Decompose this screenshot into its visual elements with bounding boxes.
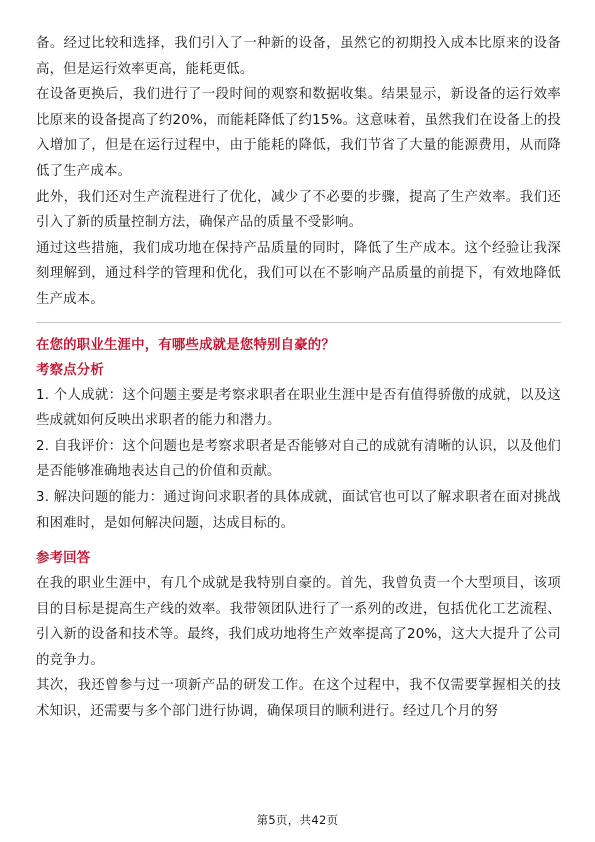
analysis-item: 3. 解决问题的能力：通过询问求职者的具体成就，面试官也可以了解求职者在面对挑战和困难时，是如何解决问题，达成目标的。: [36, 489, 561, 531]
analysis-item: 1. 个人成就：这个问题主要是考察求职者在职业生涯中是否有值得骄傲的成就，以及这些成就如何反映出求职者的能力和潜力。: [36, 387, 561, 429]
page-content: [36, 31, 561, 725]
reference-answer-paragraph: 在我的职业生涯中，有几个成就是我特别自豪的。首先，我曾负责一个大型项目，该项目的目标是提高生产线的效率。我带领团队进行了一系列的改进，包括优化工艺流程、引入新的设备和技术等。最终，我们成功地将生产效率提高了20%，这大大提升了公司的竞争力。: [36, 576, 561, 668]
analysis-heading: 考察点分析: [36, 362, 104, 378]
section-gap: [36, 536, 561, 546]
body-paragraph: 备。经过比较和选择，我们引入了一种新的设备，虽然它的初期投入成本比原来的设备高，但是运行效率更高，能耗更低。: [36, 36, 561, 77]
body-paragraph: 此外，我们还对生产流程进行了优化，减少了不必要的步骤，提高了生产效率。我们还引入了新的质量控制方法，确保产品的质量不受影响。: [36, 189, 561, 231]
interview-question: 在您的职业生涯中，有哪些成就是您特别自豪的？: [36, 337, 335, 353]
body-paragraph: 通过这些措施，我们成功地在保持产品质量的同时，降低了生产成本。这个经验让我深刻理解到，通过科学的管理和优化，我们可以在不影响产品质量的前提下，有效地降低生产成本。: [36, 240, 561, 307]
reference-answer-heading: 参考回答: [36, 551, 91, 567]
page-number: 第5页，共42页: [256, 813, 339, 827]
body-paragraph: 在设备更换后，我们进行了一段时间的观察和数据收集。结果显示，新设备的运行效率比原来的设备提高了约20%，而能耗降低了约15%。这意味着，虽然我们在设备上的投入增加了，但是在运行过程中，由于能耗的降低，我们节省了大量的能源费用，从而降低了生产成本。: [36, 87, 561, 179]
analysis-item: 2. 自我评价：这个问题也是考察求职者是否能够对自己的成就有清晰的认识，以及他们是否能够准确地表达自己的价值和贡献。: [36, 438, 561, 480]
reference-answer-paragraph: 其次，我还曾参与过一项新产品的研发工作。在这个过程中，我不仅需要掌握相关的技术知识，还需要与多个部门进行协调，确保项目的顺利进行。经过几个月的努: [36, 678, 561, 720]
section-divider: [36, 322, 561, 323]
